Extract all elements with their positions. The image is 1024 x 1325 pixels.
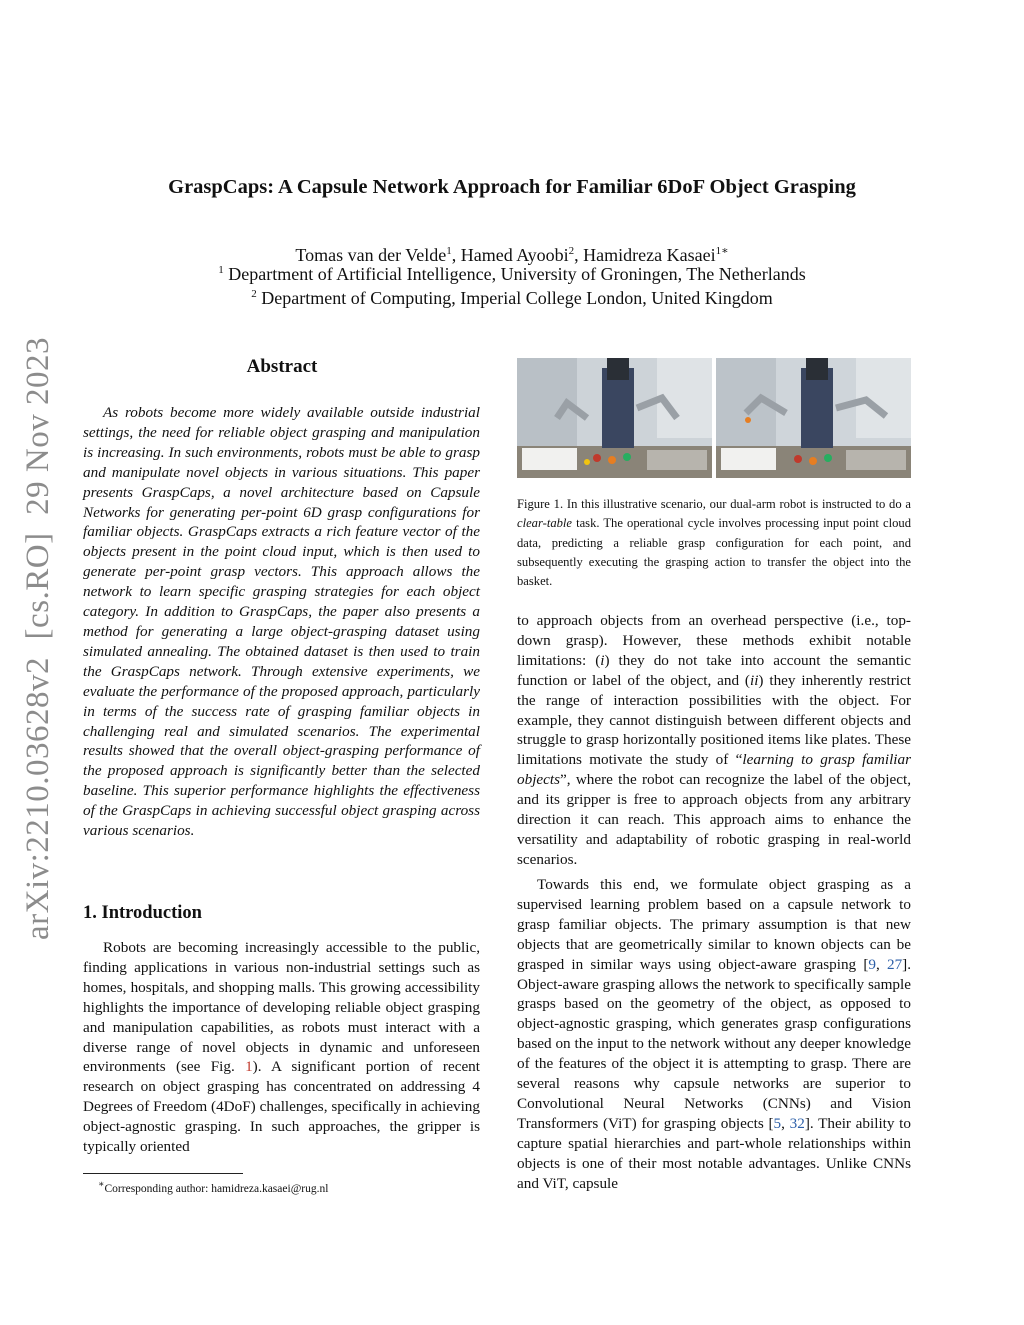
robot-photo-left [517, 358, 712, 478]
footnote-text: Corresponding author: hamidreza.kasaei@rug.nl [104, 1182, 329, 1195]
affiliation-1 [0, 264, 1024, 285]
intro-paragraph-3: Towards this end, we formulate object grasping as a supervised learning problem based on a capsule network to grasp familiar objects. The primary assumption is that new objects that are geometrically similar to known objects can be grasped in similar ways using object-aware grasping [9, 27]. Object-aware grasping allows the network to specifically sample grasps based on the geometry of the object, as opposed to object-agnostic grasping, which generates grasp configurations based on the input to the network without any deeper knowledge of the features of the object it is attempting to grasp. There are several reasons why capsule networks are superior to Convolutional Neural Networks (CNNs) and Vision Transformers (ViT) for grasping objects [5, 32]. Their ability to capture spatial hierarchies and part-whole relationships within objects is one of their most notable advantages. Unlike CNNs and ViT, capsule [517, 876, 912, 1192]
affiliation-text: Department of Computing, Imperial College London, United Kingdom [261, 288, 773, 308]
citation-link[interactable]: 32 [789, 1114, 805, 1132]
robot-photo-right [716, 358, 911, 478]
affiliation-mark: 2 [568, 245, 575, 257]
citation-link[interactable]: 9 [868, 955, 876, 973]
author-name: Tomas van der Velde [295, 245, 447, 265]
paper-title: GraspCaps: A Capsule Network Approach for Familiar 6DoF Object Grasping [168, 176, 856, 198]
citation-link[interactable]: 27 [886, 955, 903, 973]
figure-1-images [517, 358, 911, 478]
author-list: Tomas van der Velde$^1$, Hamed Ayoobi$^2$, Hamidreza Kasaei$^{1∗}$ [295, 245, 729, 265]
section-heading-introduction: 1. Introduction [83, 903, 202, 923]
affiliation-mark: 2 [251, 288, 257, 300]
figure-1-caption: Figure 1. In this illustrative scenario, our dual-arm robot is instructed to do a clear-table task. The operational cycle involves processing input point cloud data, predicting a reliable grasp configuration for each point, and subsequently executing the grasping action to transfer the object into the basket. [517, 497, 911, 589]
abstract-text: As robots become more widely available outside industrial settings, the need for reliable object grasping and manipulation is increasing. In such environments, robots must be able to grasp and manipulate novel objects in various situations. This paper presents GraspCaps, a novel architecture based on Capsule Networks for generating per-point 6D grasp configurations for familiar objects. GraspCaps extracts a rich feature vector of the objects present in the point cloud input, which is then used to generate per-point grasp vectors. This approach allows the network to learn specific grasping strategies for each object category. In addition to GraspCaps, the paper also presents a method for generating a large object-grasping dataset using simulated annealing. The obtained dataset is then used to train the GraspCaps network. Through extensive experiments, we evaluate the performance of the proposed approach, particularly in terms of the success rate of grasping familiar objects in challenging real and simulated scenarios. The experimental results showed that the overall object-grasping performance of the proposed approach is significantly better than the selected baseline. This superior performance highlights the effectiveness of the GraspCaps in achieving successful object grasping across various scenarios. [83, 404, 480, 840]
citation-link[interactable]: 5 [773, 1114, 782, 1132]
affiliation-mark: 1 [218, 264, 224, 276]
affiliation-text: Department of Artificial Intelligence, University of Groningen, The Netherlands [228, 264, 806, 284]
author-name: Hamed Ayoobi [460, 245, 569, 265]
affiliation-mark: 1 [446, 245, 452, 257]
footnote-divider [83, 1173, 243, 1174]
author-name: Hamidreza Kasaei [583, 245, 716, 265]
intro-paragraph-2: to approach objects from an overhead perspective (i.e., top-down grasp). However, these methods exhibit notable limitations: (i) they do not take into account the semantic function or label of the object, and (ii) they inherently restrict the range of interaction possibilities with the object. For example, they cannot distinguish between different objects and struggle to grasp horizontally positioned items like plates. These limitations motivate the study of “learning to grasp familiar objects”, where the robot can recognize the label of the object, and its gripper is free to approach objects from any arbitrary direction it can reach. This approach aims to enhance the versatility and adaptability of robotic grasping in real-world scenarios. [517, 612, 912, 868]
figure-reference-link[interactable]: 1 [245, 1058, 253, 1076]
affiliation-mark: 1∗ [715, 245, 729, 257]
footnote: ∗Corresponding author: hamidreza.kasaei@rug.nl [98, 1179, 329, 1195]
affiliation-2 [0, 288, 1024, 309]
intro-paragraph-1: Robots are becoming increasingly accessible to the public, finding applications in various non-industrial settings such as homes, hospitals, and shopping malls. This growing accessibility highlights the importance of developing reliable object grasping and manipulation capabilities, as robots must interact with a diverse range of novel objects in dynamic and unforeseen environments (see Fig. 1). A significant portion of recent research on object grasping has concentrated on addressing 4 Degrees of Freedom (4DoF) challenges, specifically in achieving object-agnostic grasping. In such approaches, the gripper is typically oriented [83, 939, 480, 1156]
abstract-heading: Abstract [246, 356, 318, 377]
arxiv-watermark: arXiv:2210.03628v2 [cs.RO] 29 Nov 2023 [20, 337, 56, 940]
